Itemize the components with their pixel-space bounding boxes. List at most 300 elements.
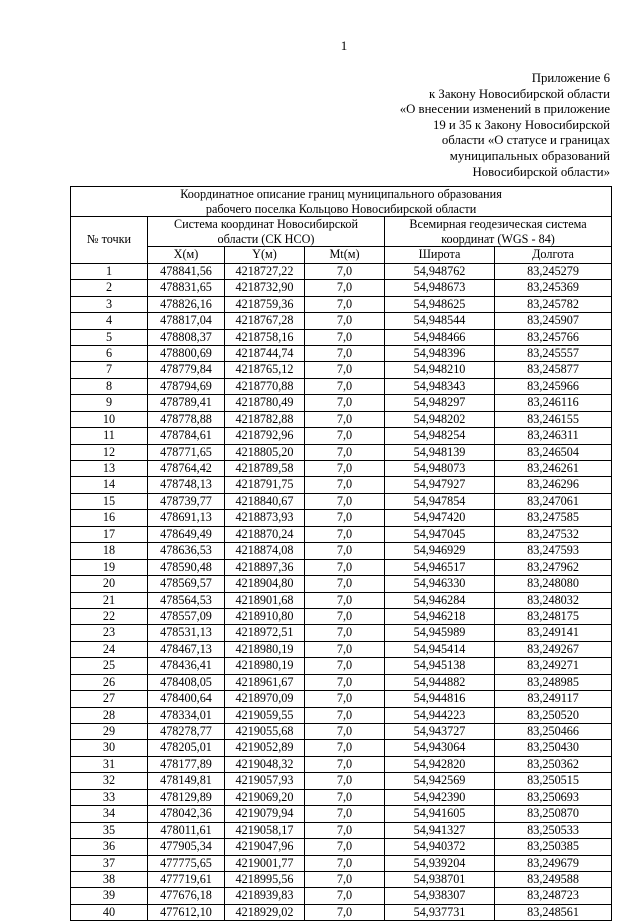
mt-cell: 7,0: [305, 641, 385, 657]
longitude-cell: 83,249267: [495, 641, 612, 657]
x-coordinate-cell: 478808,37: [148, 329, 225, 345]
latitude-cell: 54,944223: [385, 707, 495, 723]
table-row: [71, 625, 612, 641]
longitude-cell: 83,245766: [495, 329, 612, 345]
x-coordinate-cell: 477676,18: [148, 888, 225, 904]
x-coordinate-cell: 478748,13: [148, 477, 225, 493]
table-row: [71, 789, 612, 805]
point-number-cell: 39: [71, 888, 148, 904]
longitude-cell: 83,246261: [495, 461, 612, 477]
mt-cell: 7,0: [305, 707, 385, 723]
table-row: [71, 608, 612, 624]
x-coordinate-cell: 478800,69: [148, 345, 225, 361]
y-coordinate-cell: 4219055,68: [225, 724, 305, 740]
longitude-cell: 83,248723: [495, 888, 612, 904]
table-row: [71, 526, 612, 542]
x-coordinate-cell: 477905,34: [148, 839, 225, 855]
y-coordinate-cell: 4218782,88: [225, 411, 305, 427]
latitude-cell: 54,944816: [385, 691, 495, 707]
latitude-cell: 54,947045: [385, 526, 495, 542]
latitude-cell: 54,947927: [385, 477, 495, 493]
table-row: [71, 461, 612, 477]
y-coordinate-cell: 4218767,28: [225, 313, 305, 329]
y-coordinate-cell: 4219048,32: [225, 756, 305, 772]
latitude-cell: 54,942390: [385, 789, 495, 805]
point-number-cell: 28: [71, 707, 148, 723]
y-coordinate-cell: 4218765,12: [225, 362, 305, 378]
x-coordinate-cell: 477612,10: [148, 904, 225, 920]
y-coordinate-cell: 4219047,96: [225, 839, 305, 855]
point-number-cell: 7: [71, 362, 148, 378]
column-header-longitude: Долгота: [495, 247, 612, 263]
coordinates-table: [70, 186, 612, 921]
y-coordinate-cell: 4218870,24: [225, 526, 305, 542]
appendix-line: муниципальных образований: [449, 148, 610, 163]
table-row: [71, 871, 612, 887]
wgs-system-header: [385, 217, 612, 247]
mt-cell: 7,0: [305, 756, 385, 772]
longitude-cell: 83,247061: [495, 493, 612, 509]
table-row: [71, 362, 612, 378]
latitude-cell: 54,948202: [385, 411, 495, 427]
latitude-cell: 54,941327: [385, 822, 495, 838]
point-number-cell: 9: [71, 395, 148, 411]
y-coordinate-cell: 4219059,55: [225, 707, 305, 723]
y-coordinate-cell: 4218972,51: [225, 625, 305, 641]
longitude-cell: 83,250385: [495, 839, 612, 855]
table-title: [71, 187, 612, 217]
latitude-cell: 54,940372: [385, 839, 495, 855]
point-number-cell: 5: [71, 329, 148, 345]
x-coordinate-cell: 477775,65: [148, 855, 225, 871]
table-row: [71, 904, 612, 920]
mt-cell: 7,0: [305, 608, 385, 624]
mt-cell: 7,0: [305, 444, 385, 460]
point-number-cell: 36: [71, 839, 148, 855]
mt-cell: 7,0: [305, 576, 385, 592]
y-coordinate-cell: 4218904,80: [225, 576, 305, 592]
point-number-cell: 22: [71, 608, 148, 624]
local-system-header-line: области (СК НСО): [217, 231, 315, 246]
appendix-line: Приложение 6: [531, 71, 610, 85]
table-row: [71, 559, 612, 575]
x-coordinate-cell: 477719,61: [148, 871, 225, 887]
x-coordinate-cell: 478691,13: [148, 510, 225, 526]
page-number: 1: [340, 38, 348, 53]
latitude-cell: 54,938307: [385, 888, 495, 904]
appendix-line: «О внесении изменений в приложение: [399, 102, 610, 117]
longitude-cell: 83,245557: [495, 345, 612, 361]
x-coordinate-cell: 478205,01: [148, 740, 225, 756]
latitude-cell: 54,948466: [385, 329, 495, 345]
point-number-cell: 27: [71, 691, 148, 707]
point-number-cell: 32: [71, 773, 148, 789]
mt-cell: 7,0: [305, 280, 385, 296]
y-coordinate-cell: 4219052,89: [225, 740, 305, 756]
x-coordinate-cell: 478841,56: [148, 263, 225, 279]
column-header-latitude: Широта: [385, 247, 495, 263]
mt-cell: 7,0: [305, 773, 385, 789]
latitude-cell: 54,948343: [385, 378, 495, 394]
mt-cell: 7,0: [305, 674, 385, 690]
point-number-cell: 35: [71, 822, 148, 838]
point-number-cell: 25: [71, 658, 148, 674]
longitude-cell: 83,247962: [495, 559, 612, 575]
longitude-cell: 83,250515: [495, 773, 612, 789]
appendix-header: [400, 71, 610, 180]
longitude-cell: 83,248080: [495, 576, 612, 592]
y-coordinate-cell: 4218873,93: [225, 510, 305, 526]
latitude-cell: 54,948139: [385, 444, 495, 460]
latitude-cell: 54,946284: [385, 592, 495, 608]
table-row: [71, 773, 612, 789]
latitude-cell: 54,943064: [385, 740, 495, 756]
y-coordinate-cell: 4218792,96: [225, 428, 305, 444]
y-coordinate-cell: 4218770,88: [225, 378, 305, 394]
mt-cell: 7,0: [305, 345, 385, 361]
latitude-cell: 54,946517: [385, 559, 495, 575]
y-coordinate-cell: 4218961,67: [225, 674, 305, 690]
latitude-cell: 54,947420: [385, 510, 495, 526]
mt-cell: 7,0: [305, 789, 385, 805]
latitude-cell: 54,946330: [385, 576, 495, 592]
x-coordinate-cell: 478649,49: [148, 526, 225, 542]
y-coordinate-cell: 4218791,75: [225, 477, 305, 493]
mt-cell: 7,0: [305, 839, 385, 855]
latitude-cell: 54,942569: [385, 773, 495, 789]
point-number-cell: 3: [71, 296, 148, 312]
point-number-cell: 4: [71, 313, 148, 329]
point-number-cell: 15: [71, 493, 148, 509]
x-coordinate-cell: 478739,77: [148, 493, 225, 509]
y-coordinate-cell: 4218758,16: [225, 329, 305, 345]
y-coordinate-cell: 4218759,36: [225, 296, 305, 312]
longitude-cell: 83,250870: [495, 806, 612, 822]
mt-cell: 7,0: [305, 526, 385, 542]
point-number-cell: 10: [71, 411, 148, 427]
mt-cell: 7,0: [305, 411, 385, 427]
x-coordinate-cell: 478779,84: [148, 362, 225, 378]
x-coordinate-cell: 478278,77: [148, 724, 225, 740]
table-row: [71, 477, 612, 493]
point-number-cell: 31: [71, 756, 148, 772]
table-row: [71, 592, 612, 608]
point-number-cell: 1: [71, 263, 148, 279]
mt-cell: 7,0: [305, 378, 385, 394]
table-row: [71, 296, 612, 312]
table-row: [71, 707, 612, 723]
longitude-cell: 83,248032: [495, 592, 612, 608]
x-coordinate-cell: 478531,13: [148, 625, 225, 641]
x-coordinate-cell: 478400,64: [148, 691, 225, 707]
point-number-cell: 26: [71, 674, 148, 690]
y-coordinate-cell: 4218970,09: [225, 691, 305, 707]
point-number-cell: 2: [71, 280, 148, 296]
mt-cell: 7,0: [305, 329, 385, 345]
y-coordinate-cell: 4218789,58: [225, 461, 305, 477]
point-number-cell: 40: [71, 904, 148, 920]
x-coordinate-cell: 478789,41: [148, 395, 225, 411]
x-coordinate-cell: 478784,61: [148, 428, 225, 444]
column-header-mt: Mt(м): [305, 247, 385, 263]
table-row: [71, 674, 612, 690]
longitude-cell: 83,246155: [495, 411, 612, 427]
mt-cell: 7,0: [305, 904, 385, 920]
mt-cell: 7,0: [305, 477, 385, 493]
x-coordinate-cell: 478564,53: [148, 592, 225, 608]
table-row: [71, 510, 612, 526]
y-coordinate-cell: 4218727,22: [225, 263, 305, 279]
y-coordinate-cell: 4218929,02: [225, 904, 305, 920]
x-coordinate-cell: 478771,65: [148, 444, 225, 460]
longitude-cell: 83,246311: [495, 428, 612, 444]
point-number-cell: 21: [71, 592, 148, 608]
table-row: [71, 345, 612, 361]
longitude-cell: 83,249679: [495, 855, 612, 871]
x-coordinate-cell: 478129,89: [148, 789, 225, 805]
longitude-cell: 83,248985: [495, 674, 612, 690]
latitude-cell: 54,946929: [385, 543, 495, 559]
x-coordinate-cell: 478569,57: [148, 576, 225, 592]
table-row: [71, 576, 612, 592]
mt-cell: 7,0: [305, 493, 385, 509]
latitude-cell: 54,937731: [385, 904, 495, 920]
table-row: [71, 724, 612, 740]
mt-cell: 7,0: [305, 592, 385, 608]
appendix-line: области «О статусе и границах: [441, 133, 610, 148]
y-coordinate-cell: 4218840,67: [225, 493, 305, 509]
longitude-cell: 83,247585: [495, 510, 612, 526]
y-coordinate-cell: 4218901,68: [225, 592, 305, 608]
longitude-cell: 83,249117: [495, 691, 612, 707]
latitude-cell: 54,946218: [385, 608, 495, 624]
local-system-header-line: Система координат Новосибирской: [173, 217, 359, 232]
point-number-cell: 6: [71, 345, 148, 361]
table-row: [71, 313, 612, 329]
y-coordinate-cell: 4218939,83: [225, 888, 305, 904]
x-coordinate-cell: 478011,61: [148, 822, 225, 838]
latitude-cell: 54,948673: [385, 280, 495, 296]
x-coordinate-cell: 478149,81: [148, 773, 225, 789]
table-row: [71, 411, 612, 427]
column-header-y: Y(м): [225, 247, 305, 263]
table-row: [71, 428, 612, 444]
mt-cell: 7,0: [305, 822, 385, 838]
y-coordinate-cell: 4219069,20: [225, 789, 305, 805]
x-coordinate-cell: 478778,88: [148, 411, 225, 427]
latitude-cell: 54,948625: [385, 296, 495, 312]
mt-cell: 7,0: [305, 740, 385, 756]
latitude-cell: 54,943727: [385, 724, 495, 740]
latitude-cell: 54,938701: [385, 871, 495, 887]
point-number-cell: 34: [71, 806, 148, 822]
longitude-cell: 83,246504: [495, 444, 612, 460]
longitude-cell: 83,248175: [495, 608, 612, 624]
x-coordinate-cell: 478042,36: [148, 806, 225, 822]
x-coordinate-cell: 478817,04: [148, 313, 225, 329]
mt-cell: 7,0: [305, 724, 385, 740]
mt-cell: 7,0: [305, 871, 385, 887]
latitude-cell: 54,948396: [385, 345, 495, 361]
x-coordinate-cell: 478764,42: [148, 461, 225, 477]
latitude-cell: 54,945138: [385, 658, 495, 674]
y-coordinate-cell: 4219057,93: [225, 773, 305, 789]
table-row: [71, 756, 612, 772]
point-number-cell: 23: [71, 625, 148, 641]
table-row: [71, 395, 612, 411]
wgs-system-header-line: Всемирная геодезическая система: [409, 217, 587, 232]
point-number-cell: 29: [71, 724, 148, 740]
point-number-cell: 38: [71, 871, 148, 887]
mt-cell: 7,0: [305, 855, 385, 871]
x-coordinate-cell: 478557,09: [148, 608, 225, 624]
point-number-cell: 14: [71, 477, 148, 493]
mt-cell: 7,0: [305, 296, 385, 312]
point-number-header: № точки: [71, 217, 148, 264]
table-row: [71, 658, 612, 674]
table-row: [71, 740, 612, 756]
mt-cell: 7,0: [305, 559, 385, 575]
x-coordinate-cell: 478408,05: [148, 674, 225, 690]
longitude-cell: 83,249271: [495, 658, 612, 674]
appendix-line: 19 и 35 к Закону Новосибирской: [432, 117, 610, 132]
table-row: [71, 493, 612, 509]
point-number-cell: 16: [71, 510, 148, 526]
table-row: [71, 855, 612, 871]
point-number-cell: 37: [71, 855, 148, 871]
longitude-cell: 83,245782: [495, 296, 612, 312]
longitude-cell: 83,247593: [495, 543, 612, 559]
latitude-cell: 54,945989: [385, 625, 495, 641]
y-coordinate-cell: 4219001,77: [225, 855, 305, 871]
x-coordinate-cell: 478826,16: [148, 296, 225, 312]
table-title-line: Координатное описание границ муниципального образования: [180, 187, 502, 201]
longitude-cell: 83,245279: [495, 263, 612, 279]
table-row: [71, 444, 612, 460]
latitude-cell: 54,948254: [385, 428, 495, 444]
point-number-cell: 11: [71, 428, 148, 444]
y-coordinate-cell: 4218980,19: [225, 641, 305, 657]
x-coordinate-cell: 478590,48: [148, 559, 225, 575]
longitude-cell: 83,250520: [495, 707, 612, 723]
table-row: [71, 806, 612, 822]
point-number-cell: 8: [71, 378, 148, 394]
mt-cell: 7,0: [305, 691, 385, 707]
latitude-cell: 54,944882: [385, 674, 495, 690]
table-row: [71, 378, 612, 394]
x-coordinate-cell: 478794,69: [148, 378, 225, 394]
point-number-cell: 18: [71, 543, 148, 559]
y-coordinate-cell: 4218995,56: [225, 871, 305, 887]
table-row: [71, 280, 612, 296]
latitude-cell: 54,948073: [385, 461, 495, 477]
y-coordinate-cell: 4218910,80: [225, 608, 305, 624]
latitude-cell: 54,945414: [385, 641, 495, 657]
y-coordinate-cell: 4218780,49: [225, 395, 305, 411]
longitude-cell: 83,250430: [495, 740, 612, 756]
x-coordinate-cell: 478636,53: [148, 543, 225, 559]
longitude-cell: 83,247532: [495, 526, 612, 542]
point-number-cell: 17: [71, 526, 148, 542]
latitude-cell: 54,947854: [385, 493, 495, 509]
longitude-cell: 83,250362: [495, 756, 612, 772]
wgs-system-header-line: координат (WGS - 84): [441, 231, 555, 246]
mt-cell: 7,0: [305, 362, 385, 378]
column-header-x: X(м): [148, 247, 225, 263]
longitude-cell: 83,246296: [495, 477, 612, 493]
longitude-cell: 83,245877: [495, 362, 612, 378]
mt-cell: 7,0: [305, 625, 385, 641]
point-number-cell: 30: [71, 740, 148, 756]
longitude-cell: 83,245966: [495, 378, 612, 394]
latitude-cell: 54,948210: [385, 362, 495, 378]
x-coordinate-cell: 478831,65: [148, 280, 225, 296]
latitude-cell: 54,942820: [385, 756, 495, 772]
mt-cell: 7,0: [305, 263, 385, 279]
point-number-cell: 19: [71, 559, 148, 575]
table-row: [71, 691, 612, 707]
longitude-cell: 83,245369: [495, 280, 612, 296]
point-number-cell: 24: [71, 641, 148, 657]
appendix-line: к Закону Новосибирской области: [429, 86, 610, 101]
longitude-cell: 83,250466: [495, 724, 612, 740]
y-coordinate-cell: 4218980,19: [225, 658, 305, 674]
x-coordinate-cell: 478467,13: [148, 641, 225, 657]
longitude-cell: 83,250533: [495, 822, 612, 838]
point-number-cell: 12: [71, 444, 148, 460]
latitude-cell: 54,948297: [385, 395, 495, 411]
point-number-cell: 20: [71, 576, 148, 592]
table-row: [71, 263, 612, 279]
y-coordinate-cell: 4218897,36: [225, 559, 305, 575]
mt-cell: 7,0: [305, 395, 385, 411]
mt-cell: 7,0: [305, 806, 385, 822]
table-row: [71, 888, 612, 904]
x-coordinate-cell: 478436,41: [148, 658, 225, 674]
table-row: [71, 822, 612, 838]
x-coordinate-cell: 478334,01: [148, 707, 225, 723]
mt-cell: 7,0: [305, 428, 385, 444]
y-coordinate-cell: 4218732,90: [225, 280, 305, 296]
appendix-line: Новосибирской области»: [472, 164, 610, 179]
longitude-cell: 83,250693: [495, 789, 612, 805]
latitude-cell: 54,941605: [385, 806, 495, 822]
table-row: [71, 329, 612, 345]
y-coordinate-cell: 4218805,20: [225, 444, 305, 460]
local-system-header: [148, 217, 385, 247]
latitude-cell: 54,939204: [385, 855, 495, 871]
y-coordinate-cell: 4218744,74: [225, 345, 305, 361]
table-row: [71, 641, 612, 657]
mt-cell: 7,0: [305, 888, 385, 904]
x-coordinate-cell: 478177,89: [148, 756, 225, 772]
table-row: [71, 839, 612, 855]
longitude-cell: 83,246116: [495, 395, 612, 411]
longitude-cell: 83,248561: [495, 904, 612, 920]
mt-cell: 7,0: [305, 510, 385, 526]
table-row: [71, 543, 612, 559]
y-coordinate-cell: 4219058,17: [225, 822, 305, 838]
mt-cell: 7,0: [305, 543, 385, 559]
mt-cell: 7,0: [305, 461, 385, 477]
point-number-cell: 13: [71, 461, 148, 477]
latitude-cell: 54,948544: [385, 313, 495, 329]
table-title-line: рабочего поселка Кольцово Новосибирской области: [205, 201, 477, 216]
longitude-cell: 83,249141: [495, 625, 612, 641]
latitude-cell: 54,948762: [385, 263, 495, 279]
longitude-cell: 83,249588: [495, 871, 612, 887]
y-coordinate-cell: 4219079,94: [225, 806, 305, 822]
